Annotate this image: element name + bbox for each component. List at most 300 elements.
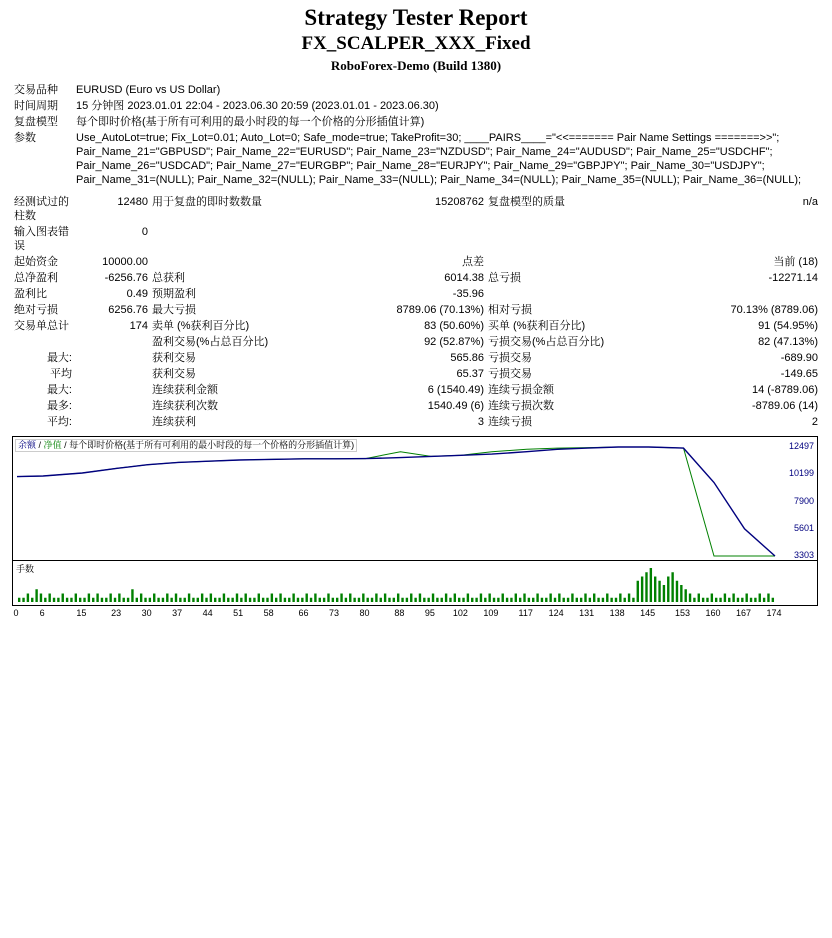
profitfactor-label: 盈利比	[14, 288, 47, 300]
row-mincons	[12, 398, 820, 414]
volume-bar	[772, 598, 774, 602]
chart-x-tick: 73	[328, 608, 340, 618]
volume-bar	[711, 594, 713, 603]
volume-bar	[79, 598, 81, 602]
chart-plot-area	[12, 436, 818, 561]
chart-x-tick: 0	[13, 608, 19, 618]
chart-x-tick: 138	[609, 608, 625, 618]
parameters-label: 参数	[14, 132, 36, 144]
volume-bar	[314, 594, 316, 603]
row-deposit	[12, 254, 820, 270]
chart-x-tick: 51	[233, 608, 244, 618]
volume-bar	[292, 594, 294, 603]
volume-bar	[650, 568, 652, 602]
volume-bar	[763, 598, 765, 602]
average-loss-value: -149.65	[780, 368, 818, 380]
volume-bar	[18, 598, 20, 602]
reldd-label: 相对亏损	[488, 304, 532, 316]
volume-bar	[685, 589, 687, 602]
legend-equity: 净值	[43, 440, 62, 450]
volume-bar	[118, 594, 120, 603]
volume-bar	[606, 594, 608, 603]
volume-bar	[584, 594, 586, 603]
chart-x-tick: 23	[111, 608, 122, 618]
volume-bar	[632, 598, 634, 602]
mincons-wins-label: 连续获利次数	[152, 400, 218, 412]
volume-bar	[66, 598, 68, 602]
volume-bar	[458, 598, 460, 602]
volume-bar	[88, 594, 90, 603]
chart-x-tick: 174	[766, 608, 782, 618]
volume-bar	[593, 594, 595, 603]
model-value: 每个即时价格(基于所有可利用的最小时段的每一个价格的分形插值计算)	[76, 116, 425, 128]
volume-bar	[693, 598, 695, 602]
volume-bar	[62, 594, 64, 603]
volume-bar	[397, 594, 399, 603]
volume-bar	[449, 598, 451, 602]
maxcons-losses-label: 连续亏损金额	[488, 384, 554, 396]
volume-bar	[197, 598, 199, 602]
volume-bar	[536, 594, 538, 603]
volume-bar	[506, 598, 508, 602]
volume-bar	[336, 598, 338, 602]
volume-bar	[414, 598, 416, 602]
loss-trades-label: 亏损交易(%占总百分比)	[488, 336, 605, 348]
volume-bar	[624, 598, 626, 602]
volume-bar	[35, 589, 37, 602]
volume-bar	[554, 598, 556, 602]
volume-bar	[724, 594, 726, 603]
quality-label: 复盘模型的质量	[488, 196, 565, 208]
volume-bar	[432, 594, 434, 603]
short-value: 83 (50.60%)	[424, 320, 484, 332]
row-drawdown	[12, 302, 820, 318]
volume-bar	[279, 594, 281, 603]
volume-bar	[297, 598, 299, 602]
volume-bar	[732, 594, 734, 603]
volume-bar	[358, 598, 360, 602]
mincons-wins-value: 1540.49 (6)	[427, 400, 484, 412]
volume-bar	[210, 594, 212, 603]
volume-bar	[445, 594, 447, 603]
ea-name: FX_SCALPER_XXX_Fixed	[301, 33, 531, 54]
average-profit-value: 65.37	[456, 368, 484, 380]
volume-bar	[741, 598, 743, 602]
netprofit-value: -6256.76	[104, 272, 148, 284]
legend-separator-1: /	[38, 440, 42, 450]
maxdd-value: 8789.06 (70.13%)	[396, 304, 484, 316]
volume-bar	[253, 598, 255, 602]
volume-bar	[144, 598, 146, 602]
volume-bar	[580, 598, 582, 602]
volume-bar	[698, 594, 700, 603]
chart-y-tick: 10199	[788, 468, 814, 479]
volume-bar	[615, 598, 617, 602]
volume-bar	[571, 594, 573, 603]
volume-bar	[245, 594, 247, 603]
avgcons-wins-value: 3	[477, 416, 484, 428]
chart-x-tick: 6	[39, 608, 45, 618]
row-period	[12, 98, 820, 114]
chart-x-axis-labels	[12, 606, 818, 626]
volume-bar	[641, 577, 643, 603]
info-table	[12, 82, 820, 188]
volume-bar	[610, 598, 612, 602]
maxcons-losses-value: 14 (-8789.06)	[751, 384, 818, 396]
profit-trades-label: 盈利交易(%占总百分比)	[152, 336, 269, 348]
absdd-label: 绝对亏损	[14, 304, 58, 316]
volume-bar	[462, 598, 464, 602]
volume-bar	[327, 594, 329, 603]
volume-bar	[109, 594, 111, 603]
row-average	[12, 366, 820, 382]
volume-bar	[637, 581, 639, 602]
volume-bar	[602, 598, 604, 602]
reldd-value: 70.13% (8789.06)	[730, 304, 818, 316]
volume-bar	[406, 598, 408, 602]
chart-svg	[13, 437, 818, 561]
maxcons-label: 最大:	[46, 384, 72, 396]
chart-y-tick: 7900	[793, 495, 814, 506]
chart-x-tick: 117	[518, 608, 533, 618]
volume-bar	[157, 598, 159, 602]
volume-bar	[275, 598, 277, 602]
volume-bar	[676, 581, 678, 602]
parameters-value: Use_AutoLot=true; Fix_Lot=0.01; Auto_Lot=0; Safe_mode=true; TakeProfit=30; ____PAIRS____="<<======= Pair Name Settings =======>>"; Pair_Name_21="GBPUSD"; Pair_Name_22="EURUSD"; Pair_Name_23="NZDUSD"; Pair_Name_24="AUDUSD"; Pair_Name_25="USDCHF"; Pair_Name_26="USDCAD"; Pair_Name_27="EURGBP"; Pair_Name_28="EURJPY"; Pair_Name_29="GBPJPY"; Pair_Name_30="USDJPY"; Pair_Name_31=(NULL); Pair_Name_32=(NULL); Pair_Name_33=(NULL); Pair_Name_34=(NULL); Pair_Name_35=(NULL); Pair_Name_36=(NULL);	[76, 132, 802, 186]
volume-bar	[441, 598, 443, 602]
volume-bar	[576, 598, 578, 602]
chart-x-tick: 167	[735, 608, 752, 618]
largest-label: 最大:	[46, 352, 72, 364]
grossloss-value: -12271.14	[768, 272, 818, 284]
volume-bar	[201, 594, 203, 603]
volume-bar	[136, 598, 138, 602]
mincons-losses-value: -8789.06 (14)	[751, 400, 818, 412]
volume-bar	[75, 594, 77, 603]
mismatch-value: 0	[141, 226, 148, 238]
volume-bar	[114, 598, 116, 602]
largest-loss-value: -689.90	[780, 352, 818, 364]
volume-bar	[205, 598, 207, 602]
volume-bar	[140, 594, 142, 603]
deposit-label: 起始资金	[14, 256, 58, 268]
volume-bar	[645, 572, 647, 602]
ticks-value: 15208762	[435, 196, 484, 208]
volume-bar	[719, 598, 721, 602]
volume-bar	[523, 594, 525, 603]
volume-bar	[597, 598, 599, 602]
chart-y-tick: 3303	[793, 550, 814, 560]
volume-bar	[48, 594, 50, 603]
expected-label: 预期盈利	[152, 288, 196, 300]
largest-loss-label: 亏损交易	[488, 352, 532, 364]
chart-x-tick: 58	[263, 608, 274, 618]
volume-bar	[467, 594, 469, 603]
volume-bar	[767, 594, 769, 603]
volume-label: 手数	[16, 564, 35, 574]
volume-bar	[323, 598, 325, 602]
volume-bar	[484, 598, 486, 602]
volume-bar	[454, 594, 456, 603]
chart-x-tick: 66	[298, 608, 309, 618]
volume-bar	[170, 598, 172, 602]
volume-bar	[123, 598, 125, 602]
volume-bar	[589, 598, 591, 602]
model-label: 复盘模型	[14, 116, 58, 128]
row-profitfactor	[12, 286, 820, 302]
volume-bar	[188, 594, 190, 603]
volume-bar	[401, 598, 403, 602]
chart-y-axis-labels	[777, 437, 817, 560]
volume-bar	[502, 594, 504, 603]
volume-bar	[563, 598, 565, 602]
volume-bar	[419, 594, 421, 603]
grossprofit-label: 总获利	[152, 272, 185, 284]
volume-bar	[214, 598, 216, 602]
volume-bar	[388, 598, 390, 602]
chart-x-tick: 37	[172, 608, 183, 618]
chart-legend	[15, 439, 357, 452]
volume-bar	[31, 598, 33, 602]
maxcons-wins-label: 连续获利金额	[152, 384, 218, 396]
broker-build: RoboForex-Demo (Build 1380)	[330, 58, 502, 73]
row-avgcons	[12, 414, 820, 430]
volume-svg	[13, 561, 818, 606]
volume-bar	[22, 598, 24, 602]
mincons-label: 最多:	[46, 400, 72, 412]
spread-label: 点差	[462, 256, 484, 268]
chart-x-tick: 145	[640, 608, 656, 618]
mismatch-label: 输入图表错误	[14, 226, 69, 252]
page-title: Strategy Tester Report	[304, 5, 528, 30]
volume-bar	[436, 598, 438, 602]
chart-x-tick: 80	[359, 608, 370, 618]
volume-bar	[689, 594, 691, 603]
volume-bar	[728, 598, 730, 602]
volume-bar	[266, 598, 268, 602]
volume-bar	[654, 577, 656, 603]
chart-y-tick: 12497	[788, 441, 814, 451]
volume-bar	[375, 594, 377, 603]
volume-bar	[558, 594, 560, 603]
volume-bar	[471, 598, 473, 602]
volume-bar	[184, 598, 186, 602]
volume-bar	[754, 598, 756, 602]
average-label: 平均	[50, 368, 72, 380]
volume-bar	[671, 572, 673, 602]
volume-bar	[175, 594, 177, 603]
largest-profit-value: 565.86	[450, 352, 484, 364]
volume-bar	[319, 598, 321, 602]
volume-bar	[162, 598, 164, 602]
volume-bar	[310, 598, 312, 602]
volume-bar	[737, 598, 739, 602]
volume-bar	[70, 598, 72, 602]
volume-bar	[541, 598, 543, 602]
symbol-label: 交易品种	[14, 84, 58, 96]
long-label: 买单 (%获利百分比)	[488, 320, 586, 332]
expected-value: -35.96	[452, 288, 484, 300]
row-bars	[12, 194, 820, 224]
volume-plot-area	[12, 561, 818, 606]
volume-bar	[288, 598, 290, 602]
volume-bar	[166, 594, 168, 603]
legend-model: 每个即时价格(基于所有可利用的最小时段的每一个价格的分形插值计算)	[69, 440, 355, 450]
chart-x-tick: 88	[394, 608, 405, 618]
row-model	[12, 114, 820, 130]
volume-bar	[510, 598, 512, 602]
volume-bar	[262, 598, 264, 602]
chart-x-tick: 160	[705, 608, 721, 618]
volume-bar	[301, 598, 303, 602]
volume-bar	[340, 594, 342, 603]
row-trades	[12, 318, 820, 334]
legend-separator-2: /	[64, 440, 67, 450]
volume-bar	[545, 598, 547, 602]
volume-bar	[745, 594, 747, 603]
maxdd-label: 最大亏损	[152, 304, 196, 316]
volume-bar	[532, 598, 534, 602]
volume-bar	[149, 598, 151, 602]
loss-trades-value: 82 (47.13%)	[758, 336, 818, 348]
volume-bar	[40, 594, 42, 603]
bars-label: 经测试过的柱数	[14, 196, 69, 222]
volume-bar	[480, 594, 482, 603]
long-value: 91 (54.95%)	[758, 320, 818, 332]
volume-bar	[384, 594, 386, 603]
volume-bar	[549, 594, 551, 603]
volume-bar	[192, 598, 194, 602]
volume-bar	[515, 594, 517, 603]
average-profit-label: 获利交易	[152, 368, 196, 380]
chart-x-tick: 131	[579, 608, 595, 618]
ticks-label: 用于复盘的即时数数量	[152, 196, 262, 208]
chart-x-tick: 124	[548, 608, 564, 618]
volume-bar	[715, 598, 717, 602]
row-mismatch	[12, 224, 820, 254]
period-value: 15 分钟图 2023.01.01 22:04 - 2023.06.30 20:59 (2023.01.01 - 2023.06.30)	[76, 100, 439, 112]
volume-bar	[27, 594, 29, 603]
row-netprofit	[12, 270, 820, 286]
stats-table	[12, 194, 820, 430]
avgcons-losses-value: 2	[811, 416, 818, 428]
volume-bar	[410, 594, 412, 603]
volume-bar	[332, 598, 334, 602]
volume-bar	[750, 598, 752, 602]
chart-x-tick: 102	[452, 608, 468, 618]
volume-bar	[101, 598, 103, 602]
volume-bar	[380, 598, 382, 602]
report-header	[12, 0, 820, 76]
volume-bar	[349, 594, 351, 603]
equity-chart	[12, 436, 818, 626]
volume-bar	[427, 598, 429, 602]
volume-bar	[519, 598, 521, 602]
volume-bar	[628, 594, 630, 603]
volume-bar	[249, 598, 251, 602]
volume-bar	[497, 598, 499, 602]
largest-profit-label: 获利交易	[152, 352, 196, 364]
row-win-loss-trades	[12, 334, 820, 350]
volume-bar	[345, 598, 347, 602]
volume-bar	[92, 598, 94, 602]
row-parameters	[12, 130, 820, 188]
avgcons-wins-label: 连续获利	[152, 416, 196, 428]
volume-bar	[236, 594, 238, 603]
volume-bar	[53, 598, 55, 602]
chart-x-tick: 15	[76, 608, 87, 618]
netprofit-label: 总净盈利	[14, 272, 58, 284]
short-label: 卖单 (%获利百分比)	[152, 320, 250, 332]
profit-trades-value: 92 (52.87%)	[424, 336, 484, 348]
bars-value: 12480	[117, 196, 148, 208]
volume-bar	[528, 598, 530, 602]
chart-x-tick: 153	[675, 608, 691, 618]
absdd-value: 6256.76	[108, 304, 148, 316]
volume-bar	[218, 598, 220, 602]
volume-bar	[231, 598, 233, 602]
volume-bar	[83, 598, 85, 602]
volume-bar	[663, 585, 665, 602]
avgcons-losses-label: 连续亏损	[488, 416, 532, 428]
volume-bar	[223, 594, 225, 603]
volume-bar	[488, 594, 490, 603]
mincons-losses-label: 连续亏损次数	[488, 400, 554, 412]
volume-bar	[423, 598, 425, 602]
chart-x-tick: 95	[424, 608, 435, 618]
volume-bar	[284, 598, 286, 602]
grossloss-label: 总亏损	[488, 272, 521, 284]
volume-bar	[258, 594, 260, 603]
chart-y-tick: 5601	[793, 522, 814, 533]
maxcons-wins-value: 6 (1540.49)	[427, 384, 484, 396]
chart-x-tick: 44	[202, 608, 213, 618]
trades-label: 交易单总计	[14, 320, 69, 332]
volume-bar	[567, 598, 569, 602]
row-largest	[12, 350, 820, 366]
row-maxcons	[12, 382, 820, 398]
volume-bar	[702, 598, 704, 602]
chart-x-tick: 109	[483, 608, 499, 618]
volume-bar	[658, 581, 660, 602]
volume-bar	[362, 594, 364, 603]
spread-value: 当前 (18)	[773, 256, 818, 268]
volume-bar	[667, 577, 669, 603]
volume-bar	[153, 594, 155, 603]
volume-bar	[44, 598, 46, 602]
volume-bar	[393, 598, 395, 602]
grossprofit-value: 6014.38	[444, 272, 484, 284]
profitfactor-value: 0.49	[126, 288, 148, 300]
volume-bar	[271, 594, 273, 603]
chart-x-tick: 30	[141, 608, 152, 618]
symbol-value: EURUSD (Euro vs US Dollar)	[76, 84, 221, 96]
volume-bar	[706, 598, 708, 602]
avgcons-label: 平均:	[46, 416, 72, 428]
deposit-value: 10000.00	[102, 256, 148, 268]
volume-bar	[179, 598, 181, 602]
volume-bar	[105, 598, 107, 602]
volume-bar	[131, 589, 133, 602]
period-label: 时间周期	[14, 100, 58, 112]
quality-value: n/a	[802, 196, 818, 208]
volume-bar	[306, 594, 308, 603]
row-symbol	[12, 82, 820, 98]
volume-bar	[127, 598, 129, 602]
volume-bar	[475, 598, 477, 602]
volume-bar	[57, 598, 59, 602]
volume-bar	[96, 594, 98, 603]
